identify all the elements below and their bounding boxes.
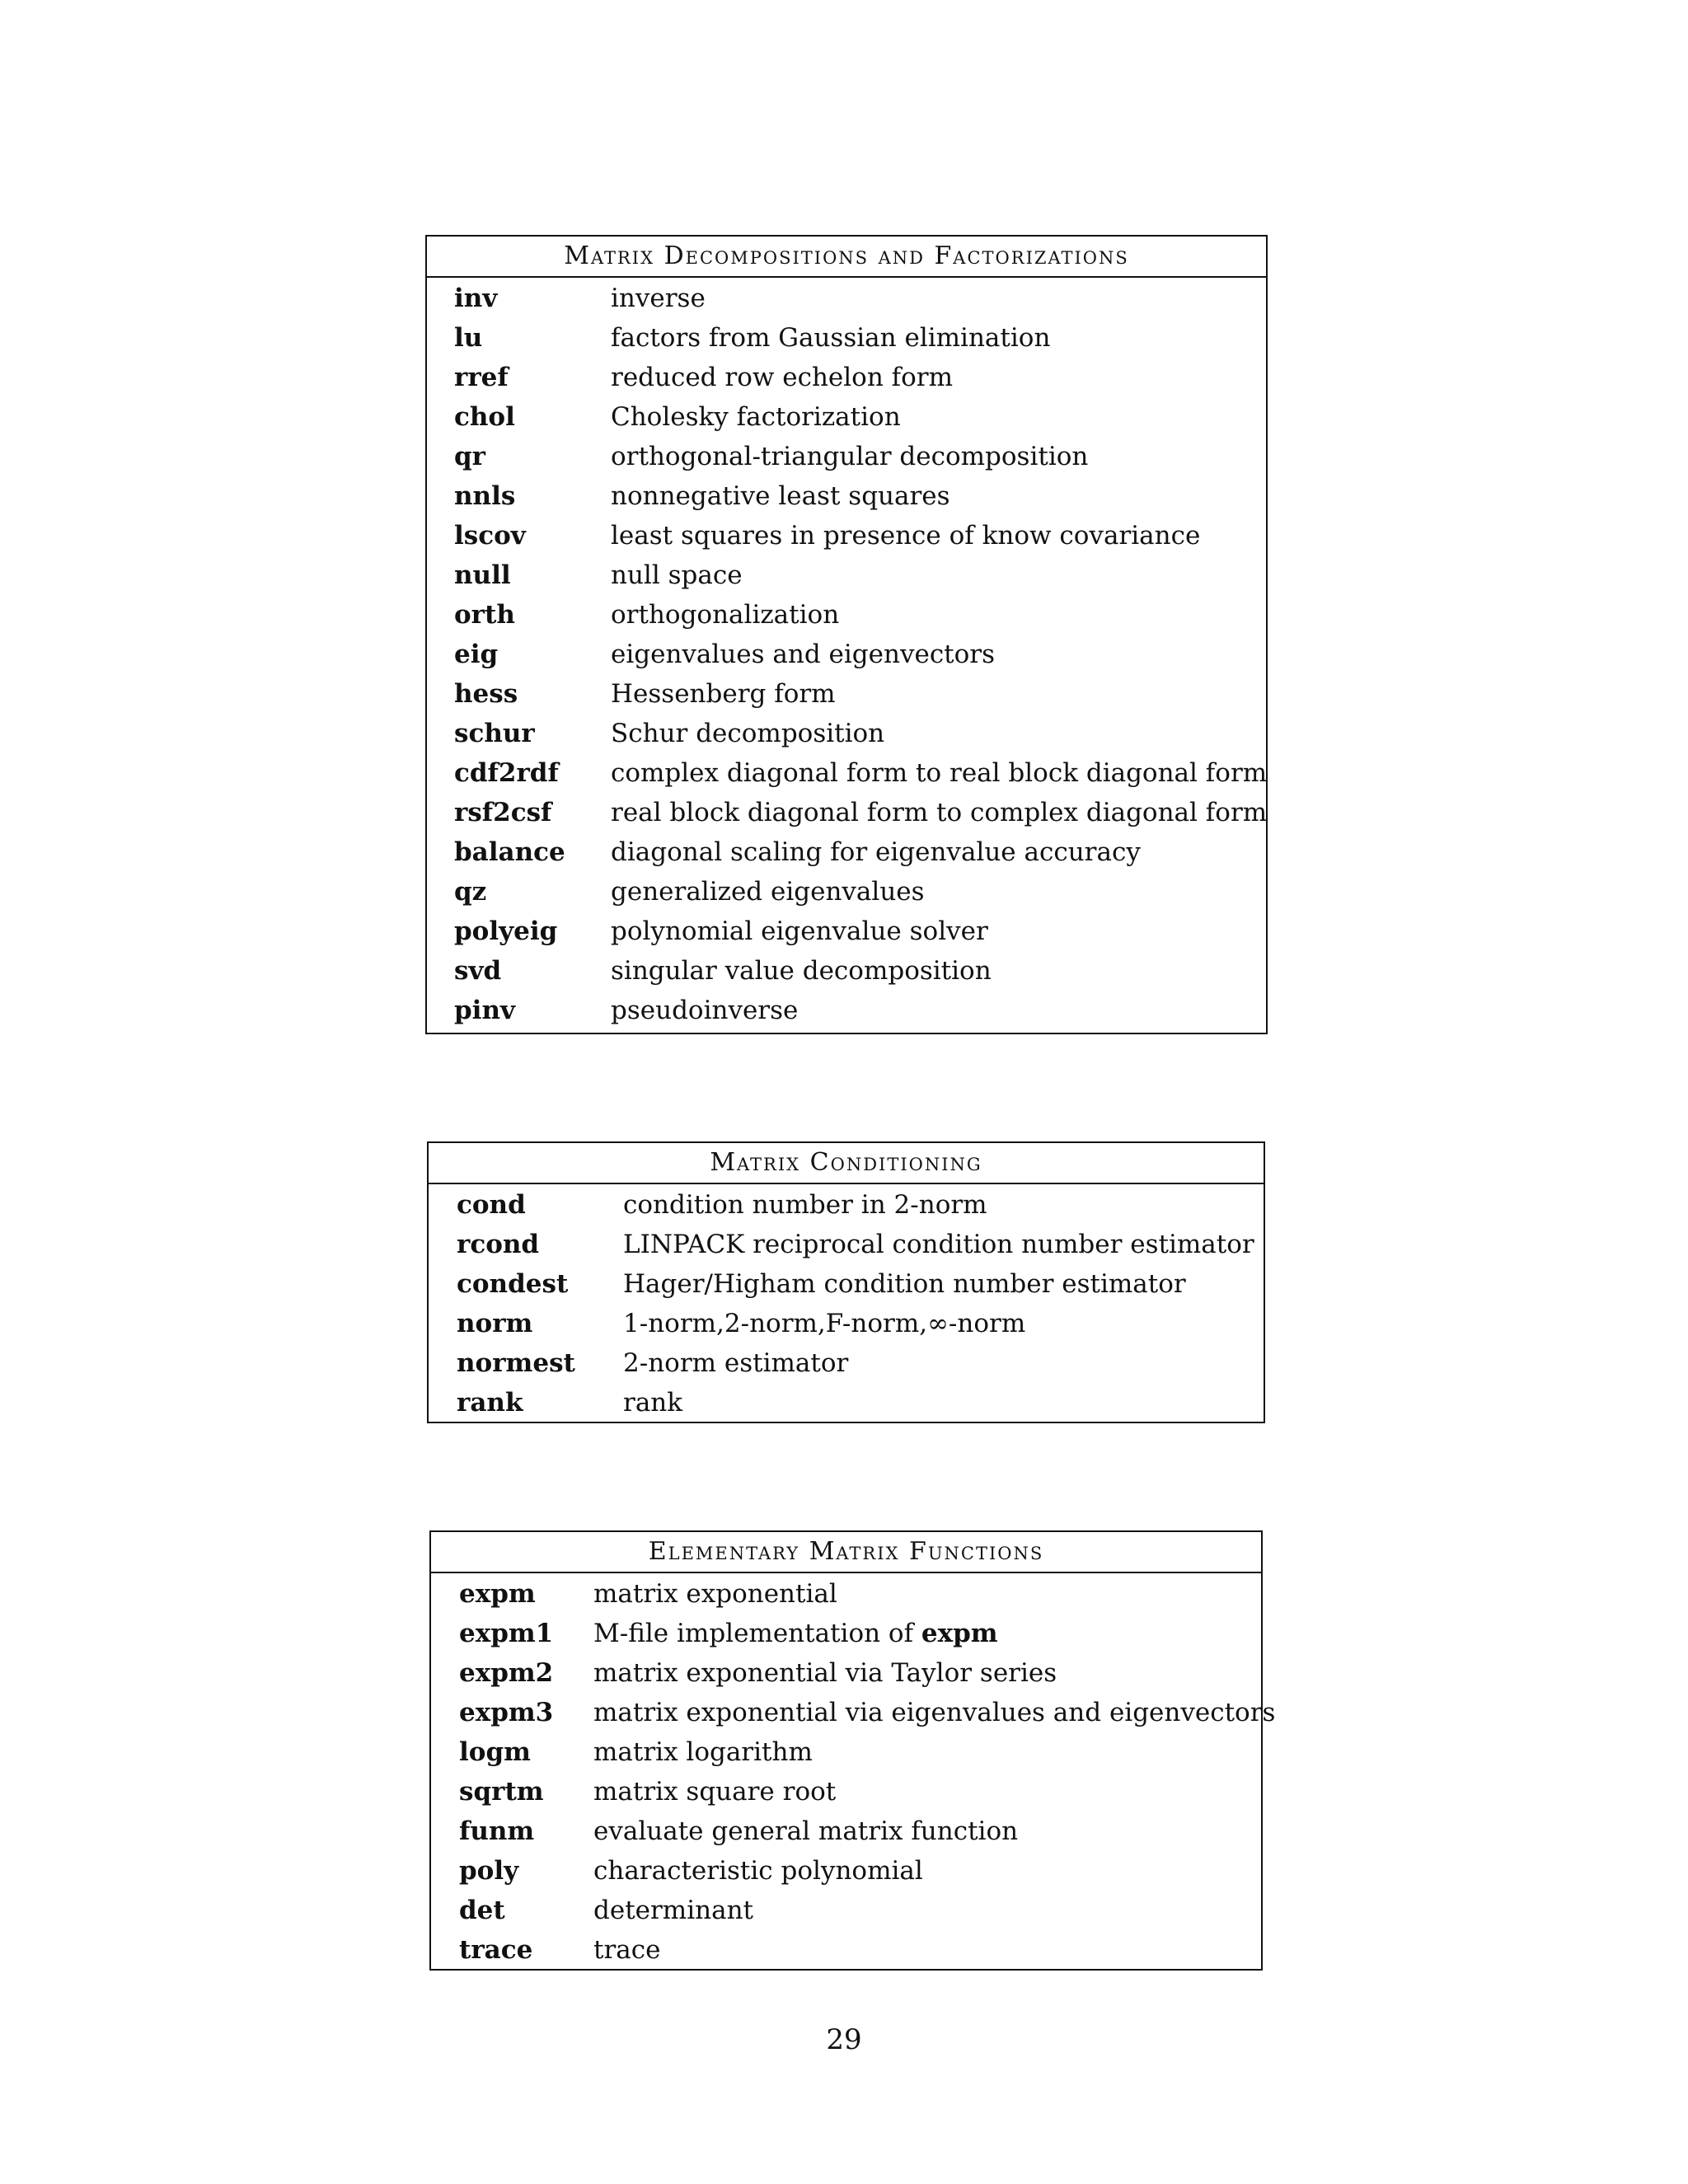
command-description [611, 872, 925, 912]
table-row [427, 595, 1266, 635]
description-text: eigenvalues and eigenvectors [611, 640, 996, 669]
table-row [427, 714, 1266, 753]
description-text: matrix logarithm [593, 1737, 813, 1767]
command-name: expm1 [459, 1619, 554, 1648]
table-row [431, 1891, 1261, 1930]
table-row [429, 1225, 1264, 1264]
table-row [427, 635, 1266, 674]
command-name: lu [454, 323, 483, 353]
command-name: funm [459, 1816, 535, 1846]
command-name: null [454, 560, 511, 590]
description-text: Cholesky factorization [611, 402, 901, 432]
description-text: real block diagonal form to complex diagonal form [611, 798, 1268, 827]
description-text: null space [611, 560, 743, 590]
description-text: generalized eigenvalues [611, 877, 925, 907]
table-rows [427, 278, 1266, 1030]
command-name: orth [454, 600, 515, 630]
description-text: M-file implementation of [593, 1619, 914, 1648]
description-text: matrix exponential [593, 1579, 837, 1609]
table-title: Matrix Decompositions and Factorizations [427, 237, 1266, 278]
command-name: polyeig [454, 916, 558, 946]
command-name: qz [454, 877, 487, 907]
table-row [431, 1653, 1261, 1693]
command-name: det [459, 1896, 505, 1925]
command-name: lscov [454, 521, 526, 551]
description-text: matrix exponential via Taylor series [593, 1658, 1057, 1688]
table-row [429, 1264, 1264, 1304]
description-text: evaluate general matrix function [593, 1816, 1019, 1846]
table-row [429, 1304, 1264, 1343]
command-description [593, 1891, 753, 1930]
table-title: Elementary Matrix Functions [431, 1532, 1261, 1573]
description-text: condition number in 2-norm [623, 1190, 987, 1220]
table-row [431, 1851, 1261, 1891]
command-description [593, 1653, 1057, 1693]
description-text: determinant [593, 1896, 753, 1925]
elementary-functions-table [429, 1530, 1276, 1971]
description-text: complex diagonal form to real block diagonal form [611, 758, 1268, 788]
command-name: trace [459, 1935, 533, 1965]
description-text: singular value decomposition [611, 956, 992, 986]
table-row [427, 318, 1266, 358]
command-description [593, 1693, 1275, 1732]
command-name: expm2 [459, 1658, 554, 1688]
command-name: poly [459, 1856, 519, 1886]
command-description [611, 318, 1050, 358]
description-text: rank [623, 1388, 683, 1418]
table-row [431, 1574, 1261, 1614]
table-row [427, 753, 1266, 793]
command-name: norm [457, 1309, 533, 1338]
command-name: pinv [454, 996, 516, 1025]
table-row [429, 1343, 1264, 1383]
conditioning-table [427, 1141, 1265, 1423]
command-name: chol [454, 402, 515, 432]
command-description [593, 1811, 1018, 1851]
command-description [611, 555, 743, 595]
table-row [427, 476, 1266, 516]
table-row [427, 912, 1266, 951]
command-description [623, 1185, 987, 1225]
description-text: orthogonalization [611, 600, 840, 630]
table-row [427, 516, 1266, 555]
command-description [611, 279, 706, 318]
command-name: sqrtm [459, 1777, 544, 1807]
command-description [593, 1851, 923, 1891]
command-description [611, 951, 992, 991]
command-description [611, 832, 1141, 872]
command-description [611, 358, 953, 397]
table-rows [431, 1573, 1276, 1970]
command-name: normest [457, 1348, 575, 1378]
description-text: characteristic polynomial [593, 1856, 923, 1886]
page-number: 29 [826, 2023, 862, 2056]
description-text: diagonal scaling for eigenvalue accuracy [611, 837, 1141, 867]
command-description [611, 476, 950, 516]
command-name: rank [457, 1388, 523, 1418]
table-row [431, 1811, 1261, 1851]
command-name: rref [454, 363, 509, 392]
command-description [623, 1304, 1025, 1343]
command-description [593, 1614, 998, 1653]
command-description [611, 595, 839, 635]
table-row [427, 951, 1266, 991]
decompositions-table [425, 235, 1268, 1034]
description-text: nonnegative least squares [611, 481, 950, 511]
table-row [429, 1185, 1264, 1225]
command-name: expm [459, 1579, 536, 1609]
description-text: Hager/Higham condition number estimator [623, 1269, 1186, 1299]
command-description [593, 1732, 813, 1772]
table-row [431, 1693, 1276, 1732]
table-rows [429, 1184, 1264, 1422]
table-row [427, 793, 1266, 832]
table-row [431, 1772, 1261, 1811]
command-description [623, 1225, 1254, 1264]
description-text: inverse [611, 284, 706, 313]
description-bold-term: expm [921, 1619, 998, 1648]
table-row [431, 1614, 1261, 1653]
command-name: eig [454, 640, 499, 669]
table-row [427, 674, 1266, 714]
command-name: qr [454, 442, 486, 471]
description-text: matrix exponential via eigenvalues and eigenvectors [593, 1698, 1276, 1727]
command-name: svd [454, 956, 502, 986]
description-text: 2-norm estimator [623, 1348, 849, 1378]
command-name: hess [454, 679, 518, 709]
command-description [611, 714, 884, 753]
command-description [611, 397, 901, 437]
command-name: condest [457, 1269, 569, 1299]
command-name: cond [457, 1190, 526, 1220]
command-description [611, 437, 1088, 476]
command-description [611, 991, 798, 1030]
command-description [611, 912, 988, 951]
command-name: rcond [457, 1230, 540, 1259]
command-description [611, 516, 1200, 555]
table-row [431, 1930, 1261, 1970]
command-name: schur [454, 719, 535, 748]
description-text: LINPACK reciprocal condition number estimator [623, 1230, 1254, 1259]
command-name: balance [454, 837, 565, 867]
command-name: nnls [454, 481, 516, 511]
command-name: logm [459, 1737, 531, 1767]
description-text: Schur decomposition [611, 719, 885, 748]
description-text: factors from Gaussian elimination [611, 323, 1051, 353]
description-text: orthogonal-triangular decomposition [611, 442, 1089, 471]
description-text: matrix square root [593, 1777, 837, 1807]
command-name: expm3 [459, 1698, 554, 1727]
command-description [611, 793, 1267, 832]
table-row [427, 872, 1266, 912]
table-row [427, 555, 1266, 595]
command-description [623, 1264, 1186, 1304]
table-row [427, 991, 1266, 1030]
command-description [611, 674, 836, 714]
table-row [427, 279, 1266, 318]
command-description [623, 1343, 848, 1383]
description-text: pseudoinverse [611, 996, 799, 1025]
command-description [611, 635, 995, 674]
command-description [593, 1930, 660, 1970]
command-name: rsf2csf [454, 798, 552, 827]
description-text: polynomial eigenvalue solver [611, 916, 988, 946]
table-row [427, 832, 1266, 872]
description-text: least squares in presence of know covariance [611, 521, 1201, 551]
command-description [611, 753, 1267, 793]
description-text: reduced row echelon form [611, 363, 954, 392]
command-description [593, 1772, 836, 1811]
table-row [427, 358, 1266, 397]
table-row [431, 1732, 1261, 1772]
description-text: 1-norm,2-norm,F-norm,∞-norm [623, 1309, 1026, 1338]
command-description [623, 1383, 682, 1422]
command-name: inv [454, 284, 498, 313]
table-row [429, 1383, 1264, 1422]
description-text: trace [593, 1935, 661, 1965]
table-title: Matrix Conditioning [429, 1143, 1264, 1184]
command-description [593, 1574, 837, 1614]
table-row [427, 437, 1266, 476]
command-name: cdf2rdf [454, 758, 559, 788]
description-text: Hessenberg form [611, 679, 836, 709]
table-row [427, 397, 1266, 437]
